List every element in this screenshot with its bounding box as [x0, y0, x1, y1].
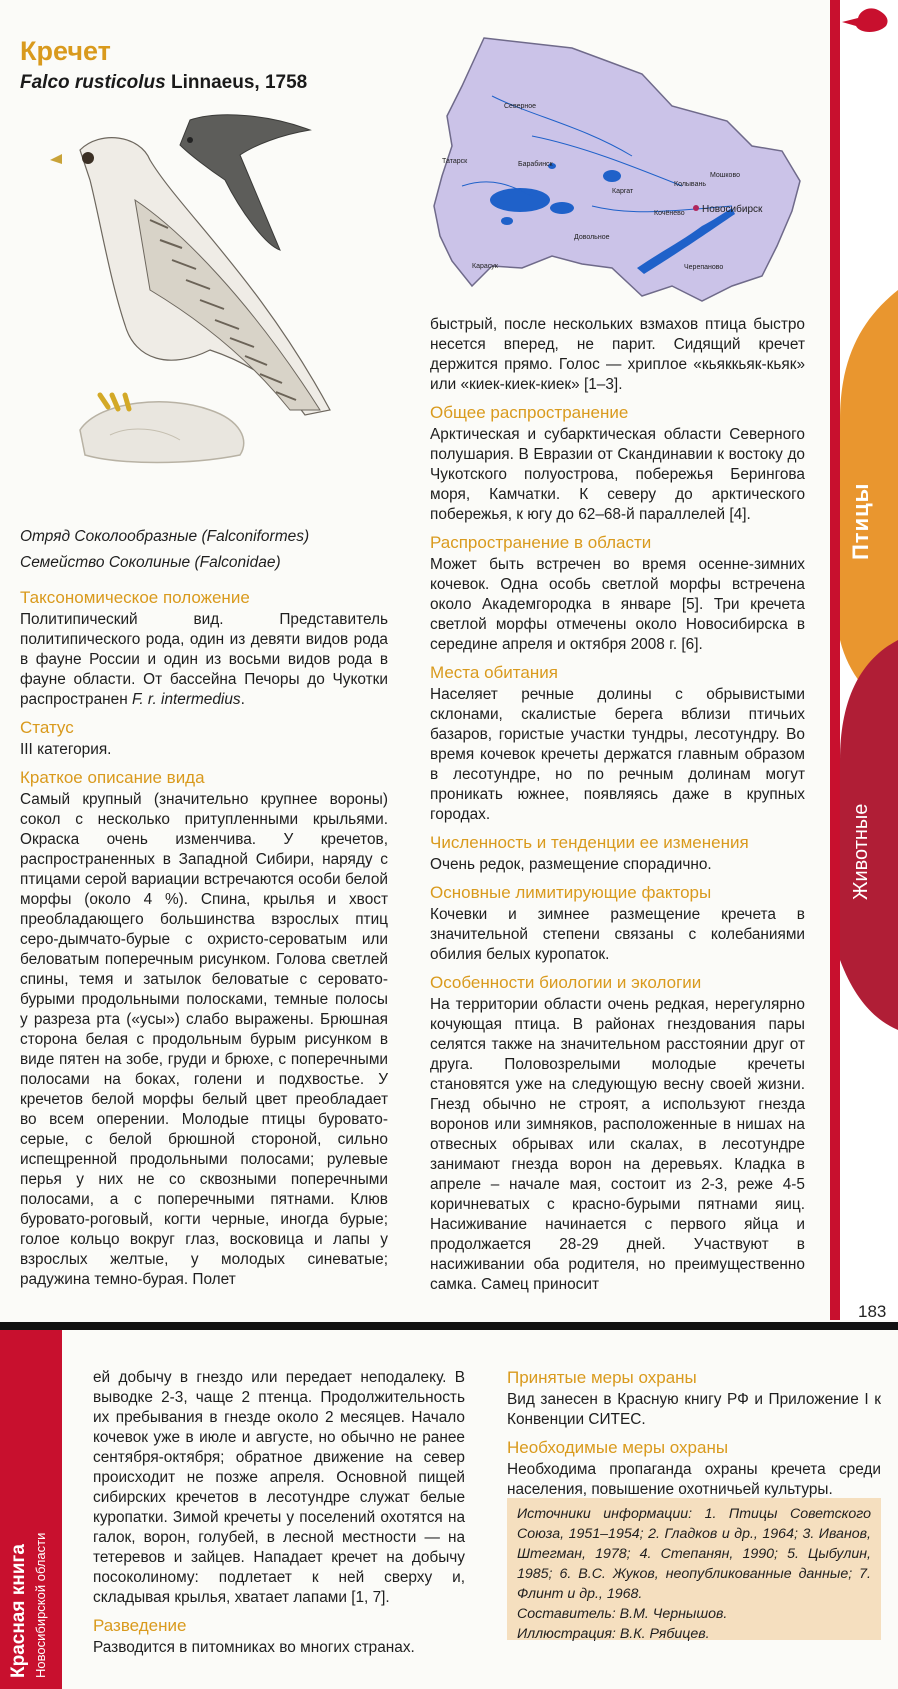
taxonomy-order: Отряд Соколообразные (Falconiformes) — [20, 528, 310, 545]
sources-text: Источники информации: 1. Птицы Советского Союза, 1951–1954; 2. Гладков и др., 1964; 3. Иванов, Штегман, 1978; 4. Степанян, 1990; 5. Цыбулин, 1985; 6. В.С. Жуков, неопубликованные данные; 7. Флинт и др., 1968. — [517, 1506, 871, 1602]
left-column — [20, 588, 388, 1290]
text-numbers: Очень редок, размещение спорадично. — [430, 856, 712, 873]
species-title: Кречет — [20, 36, 111, 66]
map-label-dovolnoe: Довольное — [574, 234, 610, 241]
text-general-distribution: Арктическая и субарктическая области Северного полушария. В Евразии от Скандинавии к востоку до Чукотского полуострова, побережья Берингова моря, Камчатки. К северу до арктического побережья, к югу до 62–68-й параллелей [4]. — [430, 426, 805, 523]
text-description: Самый крупный (значительно крупнее вороны) сокол с несколько притупленными крыльями. Окраска очень изменчива. У кречетов, распространенных в Западной Сибири, наряду с птицами серой вариации встречаются особи белой морфы (около 4 %). Спина, крылья и хвост преобладающего большинства взрослых птиц серо-дымчато-бурые с охристо-сероватым или беловатым поперечным рисунком. Голова светлей спины, темя и затылок беловатые с серовато-бурыми продольными полосками, темные полосы у разреза рта («усы») слабо выражены. Брюшная сторона белая с продольным бурым рисунком в виде пятен на зобе, груди и брюхе, с поперечными полосами на боках, голени и подхвостье. У кречетов белой морфы белый цвет преобладает во всем оперении. Молодые птицы буровато-серые, с белой брюшной стороной, сильно испещренной продольными полосами; рулевые перья у них не со сквозными поперечными полосами, а с поперечными пятнами. Клюв буровато-роговый, когти черные, иногда бурые; голое кольцо вокруг глаз, восковица и лапы у взрослых желтые, у молодых синеватые; радужина темно-бурая. Полет — [20, 791, 388, 1288]
text-status: III категория. — [20, 741, 112, 758]
sidebar-background — [830, 0, 898, 1320]
text-protection-measures: Вид занесен в Красную книгу РФ и Приложение I к Конвенции СИТЕС. — [507, 1391, 881, 1428]
map-label-severnoe: Северное — [504, 103, 537, 110]
page-number: 183 — [858, 1302, 887, 1321]
species-latin-name — [20, 72, 307, 94]
text-biology-continued: ей добычу в гнездо или передает неподалеку. В выводке 2-3, чаще 2 птенца. Продолжительность их пребывания в гнезде около 2 месяцев. Начало кочевок уже в июле и августе, но обычно не ранее сентября-октября; обратное движение на север происходит не позже апреля. Основной пищей сибирских кречетов в лесотундре служат белые куропатки. Зимой кречеты у поселений охотятся на галок, ворон, голубей, в лесной местности — на тетеревов и зайцев. Нападает кречет на добычу посоколиному: подлетает к ней сверху и, складывая крылья, хватает лапами [1, 7]. — [93, 1369, 465, 1606]
taxonomy-block — [20, 524, 390, 576]
heading-description: Краткое описание вида — [20, 768, 205, 787]
map-label-barabinsk: Барабинск — [518, 161, 553, 168]
map-label-novosibirsk: Новосибирск — [702, 204, 763, 215]
text-habitat: Населяет речные долины с обрывистыми склонами, скалистые берега вблизи птичьих базаров, гористые участки тундры, лесотундру. Во время кочевок кречеты держатся главным образом в лесотундре, но по речным долинам могут проникать южнее, появляясь даже в крупных городах. — [430, 686, 805, 823]
map-label-moshkovo: Мошково — [710, 172, 740, 179]
text-biology: На территории области очень редкая, нерегулярно кочующая птица. В районах гнездования пары селятся также на значительном расстоянии друг от друга. Половозрелыми молодые кречеты становятся уже на следующую весну своей жизни. Гнезд обычно не строят, а используют гнезда воронов или зимняков, расположенные в нишах на отвесных обрывах или скалах, в лесотундре занимают гнезда ворон на деревьях. Кладка в апреле – начале мая, состоит из 2-3, реже 4-5 коричневатых с красно-бурыми пятнами яиц. Насиживание начинается с первого яйца и продолжается 28-29 дней. Участвуют в насиживании оба родителя, но преимущественно самка. Самец приносит — [430, 996, 805, 1293]
gyrfalcon-illustration — [40, 110, 370, 510]
text-regional-distribution: Может быть встречен во время осенне-зимних кочевок. Одна особь светлой морфы встречена около Академгородка в январе [5]. Три кречета светлой морфы отмечены около Новосибирска в середине апреля и октября 2008 г. [6]. — [430, 556, 805, 653]
heading-regional-distribution: Распространение в области — [430, 533, 652, 552]
page-divider — [0, 1322, 898, 1330]
sources-illustration: Иллюстрация: В.К. Рябицев. — [517, 1626, 710, 1642]
heading-biology: Особенности биологии и экологии — [430, 973, 702, 992]
sources-compiler: Составитель: В.М. Чернышов. — [517, 1606, 728, 1622]
book-subtitle: Новосибирской области — [33, 1532, 48, 1678]
text-taxonomy: Политипический вид. Представитель политипического рода, один из девяти видов рода в фауне России и один из восьми видов рода в фауне области. От бассейна Печоры до Чукотки распространен F. r. intermedius. — [20, 611, 388, 708]
section-sidebar — [830, 0, 898, 1320]
heading-habitat: Места обитания — [430, 663, 558, 682]
red-book-band — [0, 1330, 62, 1689]
sidebar-label-animals: Животные — [850, 803, 872, 900]
map-label-tatarsk: Татарск — [442, 158, 468, 165]
heading-protection-measures: Принятые меры охраны — [507, 1368, 697, 1387]
latin-author: Linnaeus, 1758 — [165, 72, 308, 93]
text-limiting-factors: Кочевки и зимнее размещение кречета в значительной степени связаны с колебаниями обилия белых куропаток. — [430, 906, 805, 963]
heading-numbers: Численность и тенденции ее изменения — [430, 833, 749, 852]
distribution-map — [432, 36, 807, 311]
right-column — [430, 315, 805, 1295]
map-label-kolyvan: Колывань — [674, 181, 706, 188]
map-label-karasuk: Карасук — [472, 263, 498, 270]
heading-status: Статус — [20, 718, 74, 737]
text-description-continued: быстрый, после нескольких взмахов птица быстро несется вперед, не парит. Сидящий кречет держится прямо. Голос — хриплое «кьяккьяк-кьяк» или «киек-киек-киек» [1–3]. — [430, 316, 805, 393]
heading-breeding: Разведение — [93, 1616, 187, 1635]
book-title: Красная книга — [8, 1544, 29, 1678]
bottom-right-column — [507, 1368, 881, 1500]
text-breeding: Разводится в питомниках во многих странах. — [93, 1639, 415, 1656]
bottom-left-column — [93, 1368, 465, 1658]
taxonomy-family: Семейство Соколиные (Falconidae) — [20, 554, 281, 571]
sources-box — [507, 1498, 881, 1640]
heading-general-distribution: Общее распространение — [430, 403, 629, 422]
heading-taxonomy: Таксономическое положение — [20, 588, 250, 607]
map-label-cherepanovo: Черепаново — [684, 264, 724, 271]
text-needed-measures: Необходима пропаганда охраны кречета среди населения, повышение охотничьей культуры. — [507, 1461, 881, 1498]
latin-binomial: Falco rusticolus — [20, 72, 166, 93]
heading-limiting-factors: Основные лимитирующие факторы — [430, 883, 712, 902]
heading-needed-measures: Необходимые меры охраны — [507, 1438, 729, 1457]
map-label-kochenevo: Кочёнево — [654, 210, 685, 217]
sidebar-label-birds: Птицы — [848, 482, 873, 560]
map-label-kargat: Каргат — [612, 188, 634, 195]
